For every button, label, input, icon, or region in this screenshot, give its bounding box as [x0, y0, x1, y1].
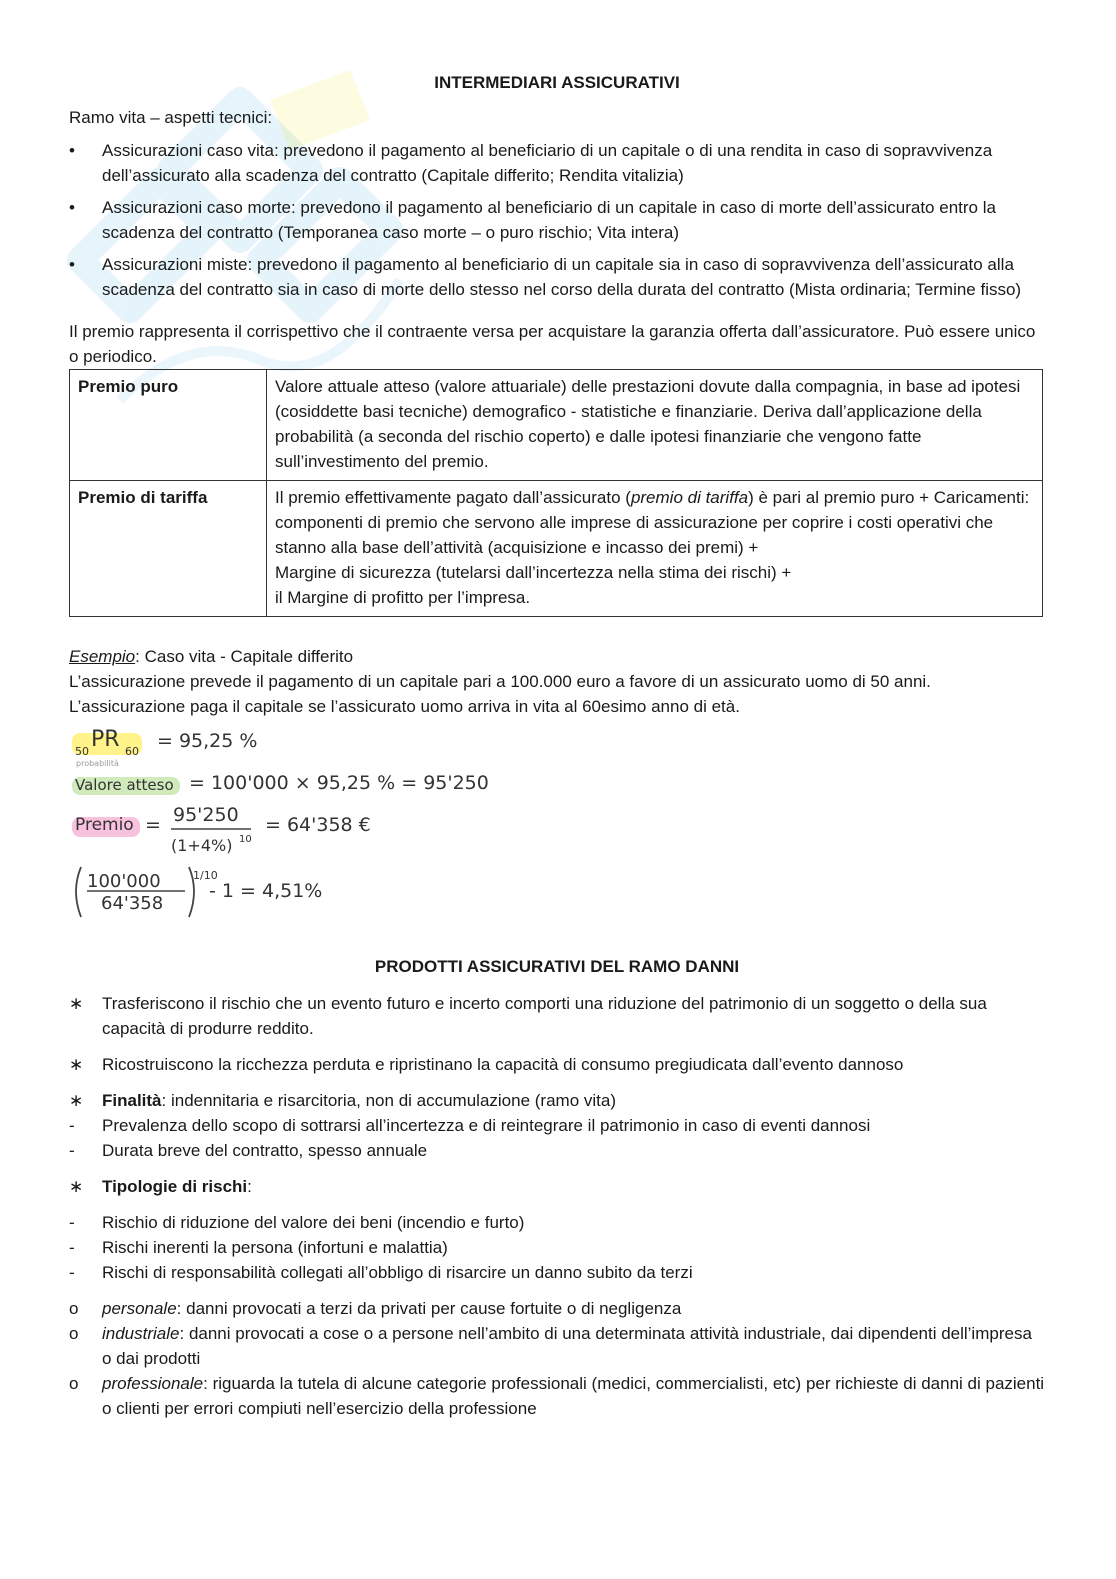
example-heading: Esempio: Caso vita - Capitale differito — [69, 647, 354, 666]
list-item: o industriale: danni provocati a cose o a persone nell’ambito di una determinata attività industriale, dai dipendenti dell’impresa o dai prodotti — [69, 1324, 1032, 1368]
list-item: - Durata breve del contratto, spesso annuale — [69, 1141, 428, 1160]
list-item: ∗ Tipologie di rischi: — [69, 1177, 252, 1196]
table-row — [70, 370, 1043, 481]
life-insurance-list — [69, 138, 1045, 302]
premium-table — [69, 369, 1043, 617]
list-item: ∗ Trasferiscono il rischio che un evento futuro e incerto comporti una riduzione del patrimonio di un soggetto o della sua capacità di produrre reddito. — [69, 994, 987, 1038]
danni-list — [69, 991, 1045, 1421]
list-item: o professionale: riguarda la tutela di alcune categorie professionali (medici, commercialisti, etc) per richieste di danni di pazienti o clienti per errori compiuti nell’esercizio della professione — [69, 1374, 1045, 1418]
list-item: • Assicurazioni miste: prevedono il pagamento al beneficiario di un capitale sia in caso di sopravvivenza dell’assicurato alla scadenza del contratto sia in caso di morte dello stesso nel corso della durata del contratto (Mista ordinaria; Termine fisso) — [69, 252, 1045, 302]
premio-paragraph: Il premio rappresenta il corrispettivo che il contraente versa per acquistare la garanzia offerta dall’assicuratore. Può essere unico o periodico. — [69, 322, 1036, 366]
list-item: - Prevalenza dello scopo di sottrarsi all’incertezza e di reintegrare il patrimonio in caso di eventi dannosi — [69, 1116, 871, 1135]
table-cell-value: Valore attuale atteso (valore attuariale) delle prestazioni dovute dalla compagnia, in base ad ipotesi (cosiddette basi tecniche) demografico - statistiche e finanziarie. Deriva dall’applicazione della probabilità (a seconda del rischio coperto) e dalle ipotesi finanziarie che vengono fatte sull’investimento del premio. — [267, 370, 1043, 481]
list-item: • Assicurazioni caso vita: prevedono il pagamento al beneficiario di un capitale o di una rendita in caso di sopravvivenza dell’assicurato alla scadenza del contratto (Capitale differito; Rendita vitalizia) — [69, 138, 1045, 188]
page-title: INTERMEDIARI ASSICURATIVI — [434, 73, 680, 92]
table-cell-key: Premio di tariffa — [70, 481, 267, 617]
example-block — [69, 644, 1045, 719]
list-item: o personale: danni provocati a terzi da privati per cause fortuite o di negligenza — [69, 1299, 682, 1318]
list-item: - Rischi inerenti la persona (infortuni e malattia) — [69, 1238, 448, 1257]
list-item: • Assicurazioni caso morte: prevedono il pagamento al beneficiario di un capitale in caso di morte dell’assicurato entro la scadenza del contratto (Temporanea caso morte – o puro rischio; Vita intera) — [69, 195, 1045, 245]
list-item: - Rischi di responsabilità collegati all’obbligo di risarcire un danno subito da terzi — [69, 1263, 693, 1282]
table-cell-key: Premio puro — [70, 370, 267, 481]
handwritten-calculation: 50 PR 60 probabilità = 95,25 % Valore atteso = 100'000 × 95,25 % = 95'250 Premio = 95'250 (1+4%) 10 = 64'358 € 100'000 64'358 1/10 - 1 = 4,51% — [69, 729, 1045, 934]
list-item: ∗ Ricostruiscono la ricchezza perduta e ripristinano la capacità di consumo pregiudicata dall’evento dannoso — [69, 1055, 904, 1074]
intro-line: Ramo vita – aspetti tecnici: — [69, 108, 273, 127]
example-line: L’assicurazione paga il capitale se l’assicurato uomo arriva in vita al 60esimo anno di età. — [69, 697, 740, 716]
handwritten-strokes — [69, 729, 389, 934]
section-title: PRODOTTI ASSICURATIVI DEL RAMO DANNI — [374, 957, 740, 976]
table-cell-value: Il premio effettivamente pagato dall’assicurato (premio di tariffa) è pari al premio puro + Caricamenti: componenti di premio che servono alle imprese di assicurazione per coprire i costi operativi che stanno alla base dell’attività (acquisizione e incasso dei premi) + Margine di sicurezza (tutelarsi dall’incertezza nella stima dei rischi) + il Margine di profitto per l’impresa. — [267, 481, 1043, 617]
list-item: - Rischio di riduzione del valore dei beni (incendio e furto) — [69, 1213, 525, 1232]
example-line: L’assicurazione prevede il pagamento di un capitale pari a 100.000 euro a favore di un assicurato uomo di 50 anni. — [69, 672, 931, 691]
document-page — [69, 70, 1045, 1421]
list-item: ∗ Finalità: indennitaria e risarcitoria, non di accumulazione (ramo vita) — [69, 1091, 616, 1110]
table-row — [70, 481, 1043, 617]
